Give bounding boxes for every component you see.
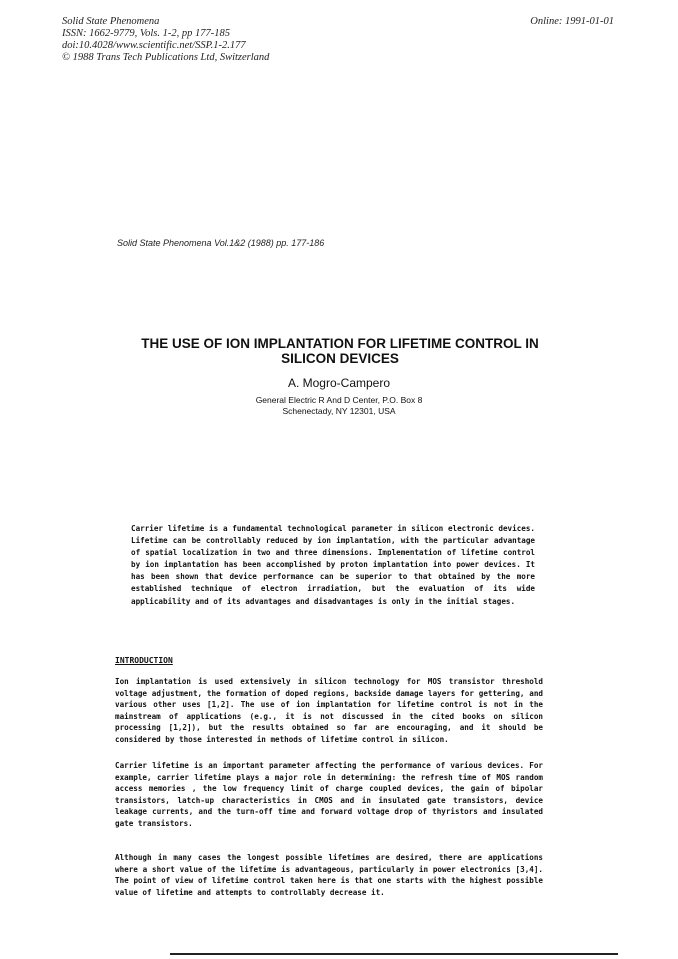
publication-header <box>62 16 269 64</box>
header-copyright: © 1988 Trans Tech Publications Ltd, Switzerland <box>62 52 270 63</box>
title-line-2: SILICON DEVICES <box>281 351 399 366</box>
header-journal: Solid State Phenomena <box>62 16 160 27</box>
header-doi: doi:10.4028/www.scientific.net/SSP.1-2.177 <box>62 40 246 51</box>
intro-paragraph-1: Ion implantation is used extensively in silicon technology for MOS transistor threshold voltage adjustment, the formation of doped regions, backside damage layers for gettering, and various other uses [1,2]. The use of ion implantation for lifetime control is not in the mainstream of applications (e.g., it is not discussed in the cited books on silicon processing [1,2]), but the results obtained so far are encouraging, and it should be considered by those interested in methods of lifetime control in silicon. <box>115 677 543 744</box>
section-heading: INTRODUCTION <box>115 656 173 665</box>
online-date: Online: 1991-01-01 <box>530 16 614 27</box>
affiliation <box>0 395 678 417</box>
footer-rule <box>170 953 618 955</box>
affiliation-line-1: General Electric R And D Center, P.O. Box 8 <box>255 395 423 405</box>
paper-title <box>110 336 570 366</box>
affiliation-line-2: Schenectady, NY 12301, USA <box>282 406 396 416</box>
intro-paragraph-2: Carrier lifetime is an important parameter affecting the performance of various devices. For example, carrier lifetime plays a major role in determining: the refresh time of MOS random access memories , the low frequency limit of charge coupled devices, the gain of bipolar transistors, latch-up characteristics in CMOS and in insulated gate transistors, device leakage currents, and the turn-off time and forward voltage drop of thyristors and insulated gate transistors. <box>115 761 543 828</box>
journal-reference: Solid State Phenomena Vol.1&2 (1988) pp. 177-186 <box>117 238 325 248</box>
header-issn: ISSN: 1662-9779, Vols. 1-2, pp 177-185 <box>62 28 230 39</box>
title-line-1: THE USE OF ION IMPLANTATION FOR LIFETIME CONTROL IN <box>141 336 539 351</box>
intro-paragraph-3: Although in many cases the longest possible lifetimes are desired, there are applications where a short value of the lifetime is advantageous, particularly in power electronics [3,4]. The point of view of lifetime control taken here is that one starts with the highest possible value of lifetime and attempts to controllably decrease it. <box>115 853 543 897</box>
author-name: A. Mogro-Campero <box>287 376 391 390</box>
abstract: Carrier lifetime is a fundamental technological parameter in silicon electronic devices. Lifetime can be controllably reduced by ion implantation, with the particular advantage of spatial localization in two and three dimensions. Implementation of lifetime control by ion implantation has been accomplished by proton implantation into power devices. It has been shown that device performance can be superior to that obtained by the more established technique of electron irradiation, but the evaluation of its wide applicability and of its advantages and disadvantages is only in the initial stages. <box>131 524 535 606</box>
